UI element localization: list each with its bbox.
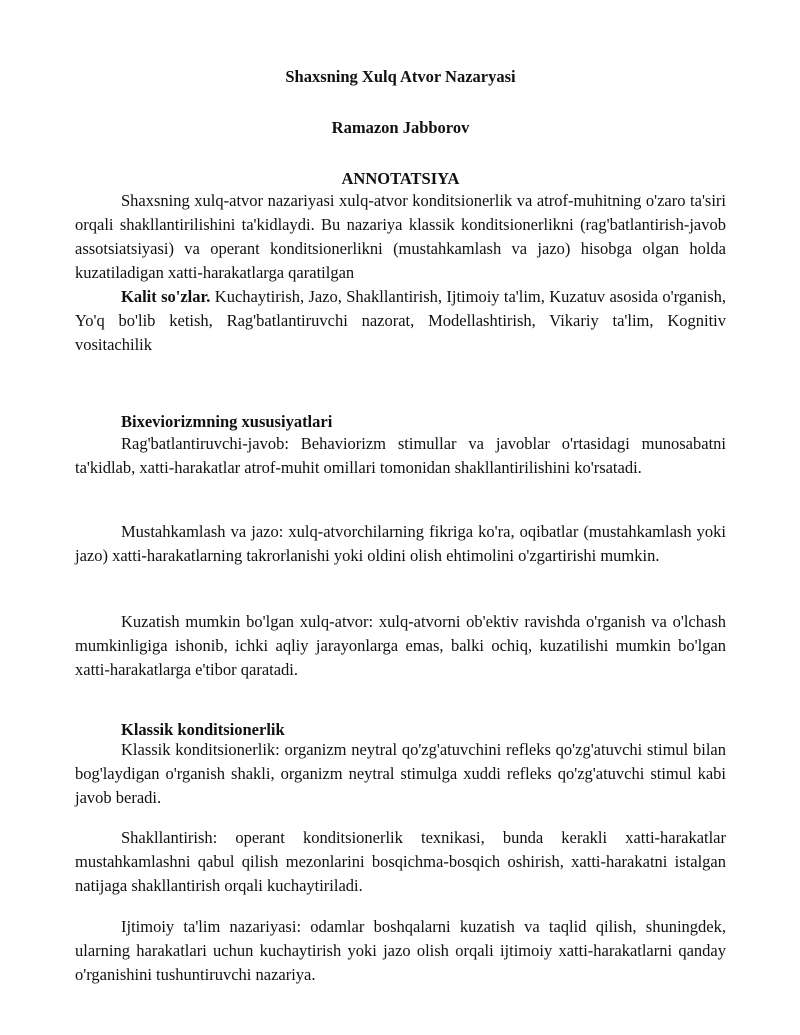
section1-paragraph-2: Mustahkamlash va jazo: xulq-atvorchilarning fikriga ko'ra, oqibatlar (mustahkamlash yoki jazo) xatti-harakatlarning takrorlanishi yoki oldini olish ehtimolini o'zgartirishi mumkin. <box>75 522 726 565</box>
keywords-paragraph <box>75 285 726 357</box>
section2-paragraph-2: Shakllantirish: operant konditsionerlik texnikasi, bunda kerakli xatti-harakatlar mustahkamlashni qabul qilish mezonlarini bosqichma-bosqich oshirish, xatti-harakatni istalgan natijaga shakllantirish orqali kuchaytiriladi. <box>75 828 726 895</box>
author-name: Ramazon Jabborov <box>331 118 470 137</box>
section1-paragraph-1: Rag'batlantiruvchi-javob: Behaviorizm stimullar va javoblar o'rtasidagi munosabatni ta'kidlab, xatti-harakatlar atrof-muhit omillari tomonidan shakllantirilishini ko'rsatadi. <box>75 434 726 477</box>
abstract-paragraph: Shaxsning xulq-atvor nazariyasi xulq-atvor konditsionerlik va atrof-muhitning o'zaro ta'siri orqali shakllantirilishini ta'kidlaydi. Bu nazariya klassik konditsionerlikni (rag'batlantirish-javob assotsiatsiyasi) va operant konditsionerlikni (mustahkamlash va jazo) hisobga olgan holda kuzatiladigan xatti-harakatlarga qaratilgan <box>75 191 726 282</box>
section2-paragraph-3: Ijtimoiy ta'lim nazariyasi: odamlar boshqalarni kuzatish va taqlid qilish, shuningdek, ularning harakatlari uchun kuchaytirish yoki jazo olish orqali ijtimoiy xatti-harakatlarni qanday o'rganishini tushuntiruvchi nazariya. <box>75 917 726 984</box>
keywords-text: Kuchaytirish, Jazo, Shakllantirish, Ijtimoiy ta'lim, Kuzatuv asosida o'rganish, Yo'q bo'lib ketish, Rag'batlantiruvchi nazorat, Modellashtirish, Vikariy ta'lim, Kognitiv vositachilik <box>75 287 726 354</box>
section-heading-classical-conditioning: Klassik konditsionerlik <box>121 720 285 739</box>
section1-paragraph-3: Kuzatish mumkin bo'lgan xulq-atvor: xulq-atvorni ob'ektiv ravishda o'rganish va o'lchash mumkinligiga ishonib, ichki aqliy jarayonlarga emas, balki ochiq, kuzatilishi mumkin bo'lgan xatti-harakatlarga e'tibor qaratadi. <box>75 612 726 679</box>
abstract-heading: ANNOTATSIYA <box>341 169 460 188</box>
keywords-label: Kalit so'zlar. <box>121 287 211 306</box>
document-title: Shaxsning Xulq Atvor Nazaryasi <box>285 67 516 86</box>
section-heading-behaviorism: Bixeviorizmning xususiyatlari <box>121 412 333 431</box>
section2-paragraph-1: Klassik konditsionerlik: organizm neytral qo'zg'atuvchini refleks qo'zg'atuvchi stimul bilan bog'laydigan o'rganish shakli, organizm neytral stimulga xuddi refleks qo'zg'atuvchi stimul kabi javob beradi. <box>75 740 726 807</box>
